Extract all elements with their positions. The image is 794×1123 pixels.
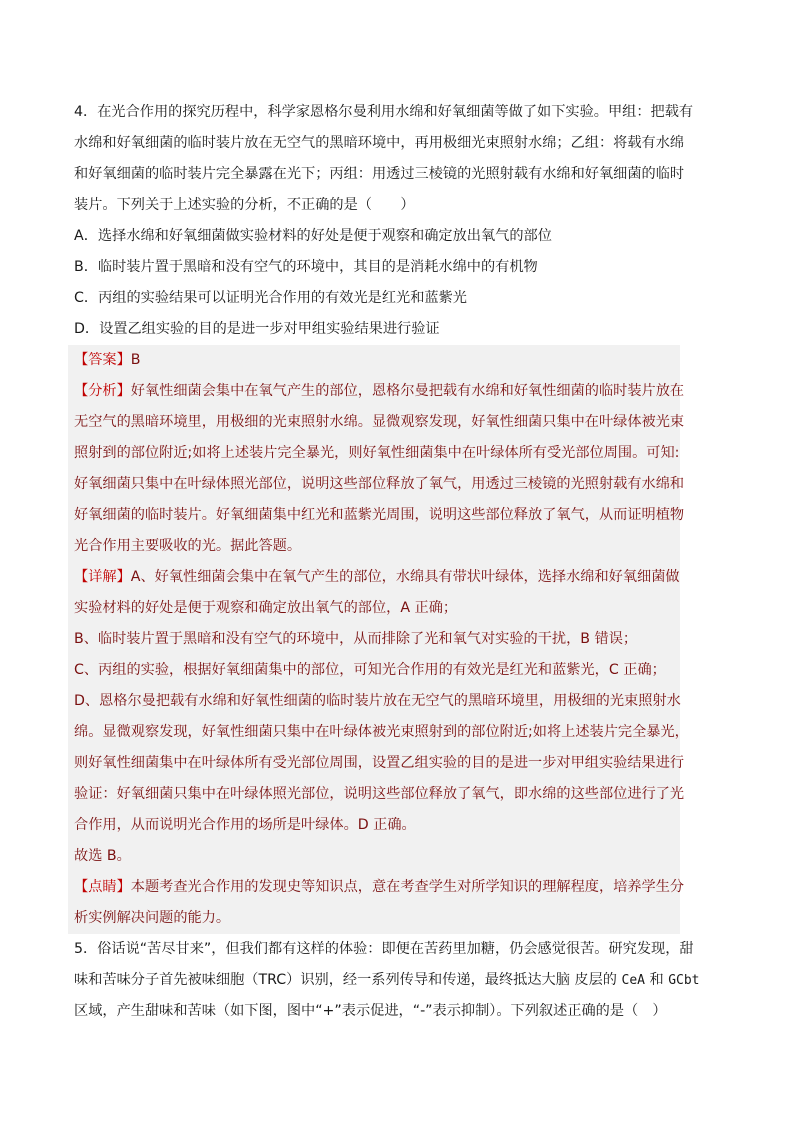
question-5-line-3: 区域，产生甜味和苦味（如下图，图中“+”表示促进，“-”表示抑制）。下列叙述正确的是（ ） — [74, 1003, 667, 1019]
answer-line — [74, 345, 680, 376]
question-5 — [74, 934, 700, 1027]
question-4 — [74, 97, 694, 345]
question-5-line-1: 5．俗话说“苦尽甘来”，但我们都有这样的体验：即便在苦药里加糖，仍会感觉很苦。研究发现，甜 — [74, 941, 694, 957]
answer-value: B — [130, 352, 141, 368]
detail-line-2: 实验材料的好处是便于观察和确定放出氧气的部位，A 正确； — [74, 600, 458, 616]
detail-line-9: 合作用，从而说明光合作用的场所是叶绿体。D 正确。 — [74, 817, 416, 833]
detail-line-8: 验证：好氧细菌只集中在叶绿体照光部位，说明这些部位释放了氧气，即水绵的这些部位进行了光 — [74, 786, 685, 802]
detail-text-1: A、好氧性细菌会集中在氧气产生的部位，水绵具有带状叶绿体，选择水绵和好氧细菌做 — [130, 569, 680, 585]
analysis-tag: 【分析】 — [74, 383, 131, 399]
detail-line-3: B、临时装片置于黑暗和没有空气的环境中，从而排除了光和氧气对实验的干扰，B 错误； — [74, 631, 638, 647]
comment-tag: 【点睛】 — [74, 879, 131, 895]
analysis-line-6: 光合作用主要吸收的光。据此答题。 — [74, 538, 302, 554]
option-c: C．丙组的实验结果可以证明光合作用的有效光是红光和蓝紫光 — [74, 290, 467, 306]
question-5-line-2 — [74, 965, 700, 996]
answer-tag: 【答案】 — [74, 352, 131, 368]
comment-line-1 — [74, 872, 685, 903]
option-d: D．设置乙组实验的目的是进一步对甲组实验结果进行验证 — [74, 321, 440, 337]
analysis-line-5: 好氧细菌的临时装片。好氧细菌集中红光和蓝紫光周围，说明这些部位释放了氧气，从而证明植物 — [74, 507, 685, 523]
question-4-line-2: 水绵和好氧细菌的临时装片放在无空气的黑暗环境中，再用极细光束照射水绵；乙组：将载有水绵 — [74, 135, 685, 151]
question-4-line-1: 4．在光合作用的探究历程中，科学家恩格尔曼利用水绵和好氧细菌等做了如下实验。甲组：把载有 — [74, 104, 694, 120]
detail-line-6: 绵。显微观察发现，好氧性细菌只集中在叶绿体被光束照射到的部位附近;如将上述装片完全暴光， — [74, 724, 689, 740]
detail-line-7: 则好氧性细菌集中在叶绿体所有受光部位周围，设置乙组实验的目的是进一步对甲组实验结果进行 — [74, 755, 685, 771]
detail-tag: 【详解】 — [74, 569, 131, 585]
and-word: 和 — [644, 972, 669, 988]
analysis-line-2: 无空气的黑暗环境里，用极细的光束照射水绵。显微观察发现，好氧性细菌只集中在叶绿体被光束 — [74, 414, 685, 430]
option-a: A．选择水绵和好氧细菌做实验材料的好处是便于观察和确定放出氧气的部位 — [74, 228, 552, 244]
detail-line-1 — [74, 562, 680, 593]
question-5-line-2-text: 味和苦味分子首先被味细胞（TRC）识别，经一系列传导和传递，最终抵达大脑 皮层的 — [74, 972, 622, 988]
document-page — [74, 97, 700, 1027]
detail-line-10: 故选 B。 — [74, 848, 131, 864]
analysis-text-1: 好氧性细菌会集中在氧气产生的部位，恩格尔曼把载有水绵和好氧性细菌的临时装片放在 — [130, 383, 685, 399]
question-4-line-3: 和好氧细菌的临时装片完全暴露在光下；丙组：用透过三棱镜的光照射载有水绵和好氧细菌的临时 — [74, 166, 685, 182]
comment-text-1: 本题考查光合作用的发现史等知识点，意在考查学生对所学知识的理解程度，培养学生分 — [130, 879, 685, 895]
option-b: B．临时装片置于黑暗和没有空气的环境中，其目的是消耗水绵中的有机物 — [74, 259, 538, 275]
detail-line-5: D、恩格尔曼把载有水绵和好氧性细菌的临时装片放在无空气的黑暗环境里，用极细的光束照射水 — [74, 693, 681, 709]
answer-explanation — [68, 345, 689, 934]
analysis-line-4: 好氧细菌只集中在叶绿体照光部位，说明这些部位释放了氧气，用透过三棱镜的光照射载有水绵和 — [74, 476, 685, 492]
comment-line-2: 析实例解决问题的能力。 — [74, 910, 231, 926]
detail-line-4: C、丙组的实验，根据好氧细菌集中的部位，可知光合作用的有效光是红光和蓝紫光，C 正确； — [74, 662, 666, 678]
question-4-line-4: 装片。下列关于上述实验的分析，不正确的是（ ） — [74, 197, 415, 213]
analysis-line-1 — [74, 376, 685, 407]
gcbt-term: GCbt — [668, 973, 700, 988]
analysis-line-3: 照射到的部位附近;如将上述装片完全暴光，则好氧性细菌集中在叶绿体所有受光部位周围。可知: — [74, 445, 680, 461]
cea-term: CeA — [621, 973, 645, 988]
